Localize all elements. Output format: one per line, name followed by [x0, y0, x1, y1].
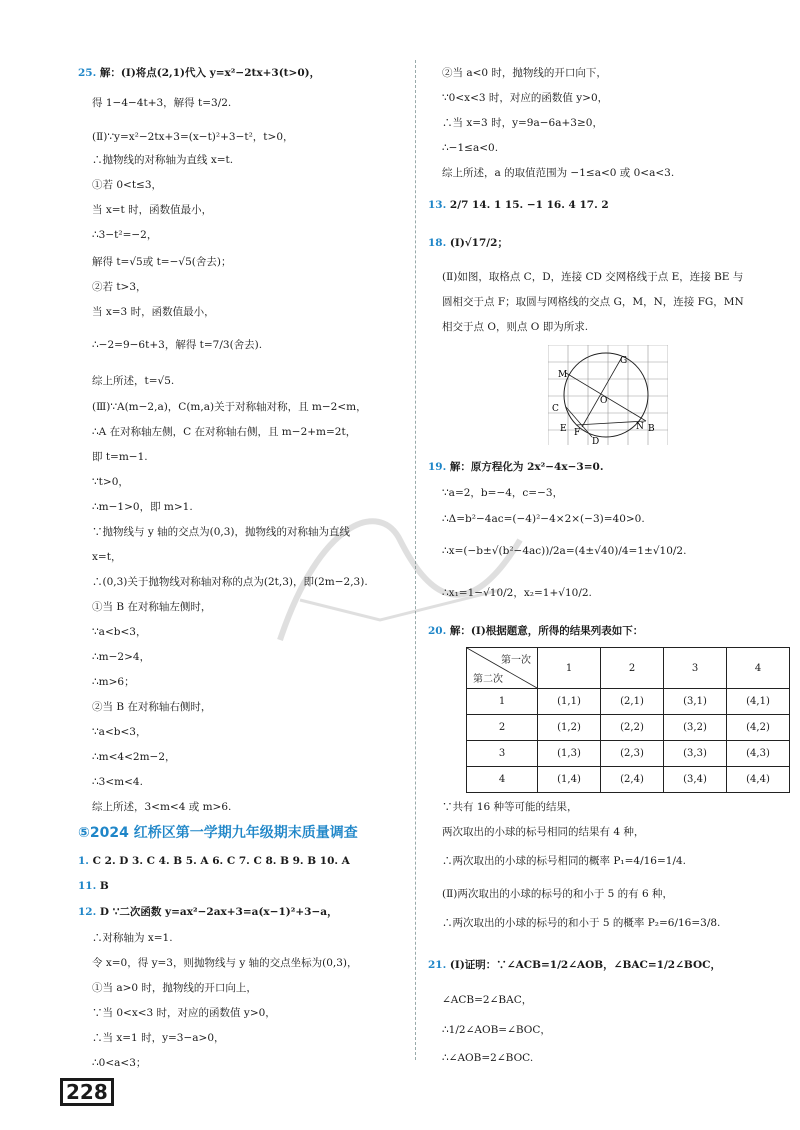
- text-line: 13. 2/7 14. 1 15. −1 16. 4 17. 2: [428, 199, 609, 211]
- text-line: ∴∠AOB=2∠BOC.: [442, 1052, 534, 1064]
- text-line: ∴A 在对称轴左侧，C 在对称轴右侧，且 m−2+m=2t，: [92, 426, 357, 438]
- text-line: 1. C 2. D 3. C 4. B 5. A 6. C 7. C 8. B 9. B 10. A: [78, 855, 350, 867]
- table-cell: (3,1): [664, 689, 727, 715]
- text-line: ①若 0<t≤3，: [92, 179, 163, 191]
- text-line: ∴当 x=1 时，y=3−a>0，: [92, 1032, 225, 1044]
- text-line: 19. 解：原方程化为 2x²−4x−3=0.: [428, 461, 604, 473]
- col-header: 4: [727, 648, 790, 689]
- text-line: ∴当 x=3 时，y=9a−6a+3≥0，: [442, 117, 603, 129]
- geometry-figure: [548, 345, 668, 445]
- text-line: ∴−1≤a<0.: [442, 142, 499, 154]
- text-line: (Ⅱ)两次取出的小球的标号的和小于 5 的有 6 种，: [442, 888, 674, 900]
- page-number: 228: [60, 1078, 114, 1106]
- table-cell: (1,3): [538, 741, 601, 767]
- text-line: ①当 B 在对称轴左侧时，: [92, 601, 212, 613]
- text-line: ∴3−t²=−2，: [92, 229, 158, 241]
- fig-label-n: N: [636, 422, 644, 432]
- table-cell: (1,2): [538, 715, 601, 741]
- table-row: [467, 741, 790, 767]
- text-line: ∴对称轴为 x=1.: [92, 932, 173, 944]
- table-cell: (4,1): [727, 689, 790, 715]
- text-line: ∵t>0，: [92, 476, 129, 488]
- text-line: ∴0<a<3；: [92, 1057, 147, 1069]
- text-line: 圆相交于点 F；取圆与网格线的交点 G，M，N，连接 FG，MN: [442, 296, 744, 308]
- table-cell: (1,1): [538, 689, 601, 715]
- text-line: ∴两次取出的小球的标号相同的概率 P₁=4/16=1/4.: [442, 855, 687, 867]
- text-line: ∵a=2，b=−4，c=−3，: [442, 487, 564, 499]
- text-line: ∴x₁=1−√10/2，x₂=1+√10/2.: [442, 587, 592, 599]
- text-line: 综上所述，t=√5.: [92, 375, 175, 387]
- text-line: x=t，: [92, 551, 122, 563]
- text-line: ∴m−1>0，即 m>1.: [92, 501, 193, 513]
- text-line: 解得 t=√5或 t=−√5(舍去)；: [92, 256, 232, 268]
- text-line: 20. 解：(Ⅰ)根据题意，所得的结果列表如下：: [428, 625, 644, 637]
- fig-label-m: M: [558, 370, 568, 380]
- text-line: ①当 a>0 时，抛物线的开口向上，: [92, 982, 257, 994]
- row-label: 2: [467, 715, 538, 741]
- text-line: ∵a<b<3，: [92, 626, 147, 638]
- table-cell: (2,1): [601, 689, 664, 715]
- text-line: 得 1−4−4t+3，解得 t=3/2.: [92, 97, 232, 109]
- text-line: 令 x=0，得 y=3，则抛物线与 y 轴的交点坐标为(0,3)，: [92, 957, 358, 969]
- table-cell: (4,4): [727, 767, 790, 793]
- col-header: 1: [538, 648, 601, 689]
- fig-label-f: F: [574, 428, 581, 438]
- text-line: ∴3<m<4.: [92, 776, 143, 788]
- row-label: 1: [467, 689, 538, 715]
- text-line: ②当 a<0 时，抛物线的开口向下，: [442, 67, 607, 79]
- section-title: ⑤2024 红桥区第一学期九年级期末质量调查: [78, 825, 358, 841]
- row-label: 4: [467, 767, 538, 793]
- text-line: 综上所述，a 的取值范围为 −1≤a<0 或 0<a<3.: [442, 167, 675, 179]
- text-line: (Ⅲ)∵A(m−2,a)，C(m,a)关于对称轴对称，且 m−2<m，: [92, 401, 367, 413]
- table-cell: (1,4): [538, 767, 601, 793]
- text-line: (Ⅱ)∵y=x²−2tx+3=(x−t)²+3−t²，t>0，: [92, 131, 294, 143]
- table-cell: (3,2): [664, 715, 727, 741]
- text-line: ∵抛物线与 y 轴的交点为(0,3)，抛物线的对称轴为直线: [92, 526, 350, 538]
- text-line: ②当 B 在对称轴右侧时，: [92, 701, 212, 713]
- corner-bottom-label: 第二次: [473, 674, 503, 685]
- text-line: 12. D ∵二次函数 y=ax²−2ax+3=a(x−1)²+3−a，: [78, 906, 338, 918]
- text-line: 两次取出的小球的标号相同的结果有 4 种，: [442, 826, 645, 838]
- text-line: ②若 t>3，: [92, 281, 147, 293]
- text-line: ∠ACB=2∠BAC，: [442, 994, 533, 1006]
- row-label: 3: [467, 741, 538, 767]
- text-line: ∴x=(−b±√(b²−4ac))/2a=(4±√40)/4=1±√10/2.: [442, 545, 687, 557]
- corner-top-label: 第一次: [501, 655, 531, 666]
- text-line: 即 t=m−1.: [92, 451, 148, 463]
- text-line: ∴(0,3)关于抛物线对称轴对称的点为(2t,3)，即(2m−2,3).: [92, 576, 368, 588]
- text-line: 25. 解：(Ⅰ)将点(2,1)代入 y=x²−2tx+3(t>0)，: [78, 67, 321, 79]
- text-line: ∴两次取出的小球的标号的和小于 5 的概率 P₂=6/16=3/8.: [442, 917, 721, 929]
- text-line: ∴1/2∠AOB=∠BOC，: [442, 1024, 551, 1036]
- watermark-logo: [260, 480, 540, 680]
- text-line: ∵共有 16 种等可能的结果，: [442, 801, 578, 813]
- table-row: [467, 715, 790, 741]
- text-line: ∴−2=9−6t+3，解得 t=7/3(舍去).: [92, 339, 263, 351]
- table-cell: (3,3): [664, 741, 727, 767]
- col-header: 2: [601, 648, 664, 689]
- text-line: 当 x=3 时，函数值最小，: [92, 306, 215, 318]
- table-row: [467, 689, 790, 715]
- fig-label-b: B: [648, 424, 655, 434]
- fig-label-c: C: [552, 404, 559, 414]
- text-line: ∴抛物线的对称轴为直线 x=t.: [92, 154, 234, 166]
- text-line: ∴m<4<2m−2，: [92, 751, 176, 763]
- table-cell: (4,3): [727, 741, 790, 767]
- fig-label-d: D: [592, 437, 600, 445]
- text-line: 当 x=t 时，函数值最小，: [92, 204, 213, 216]
- col-header: 3: [664, 648, 727, 689]
- table-cell: (3,4): [664, 767, 727, 793]
- text-line: ∴m>6；: [92, 676, 135, 688]
- text-line: ∵0<x<3 时，对应的函数值 y>0，: [442, 92, 609, 104]
- text-line: 18. (Ⅰ)√17/2；: [428, 237, 508, 249]
- fig-label-g: G: [620, 356, 628, 366]
- text-line: 相交于点 O，则点 O 即为所求.: [442, 321, 589, 333]
- text-line: 11. B: [78, 880, 109, 892]
- table-cell: (2,3): [601, 741, 664, 767]
- fig-label-e: E: [560, 424, 567, 434]
- table-cell: (2,4): [601, 767, 664, 793]
- text-line: (Ⅱ)如图，取格点 C，D，连接 CD 交网格线于点 E，连接 BE 与: [442, 271, 744, 283]
- text-line: 21. (Ⅰ)证明：∵∠ACB=1/2∠AOB，∠BAC=1/2∠BOC，: [428, 959, 721, 971]
- text-line: ∴m−2>4，: [92, 651, 151, 663]
- text-line: ∵当 0<x<3 时，对应的函数值 y>0，: [92, 1007, 276, 1019]
- table-row: [467, 767, 790, 793]
- text-line: ∴Δ=b²−4ac=(−4)²−4×2×(−3)=40>0.: [442, 513, 645, 525]
- table-cell: (2,2): [601, 715, 664, 741]
- table-cell: (4,2): [727, 715, 790, 741]
- fig-label-o: O: [600, 396, 608, 406]
- text-line: ∵a<b<3，: [92, 726, 147, 738]
- text-line: 综上所述，3<m<4 或 m>6.: [92, 801, 232, 813]
